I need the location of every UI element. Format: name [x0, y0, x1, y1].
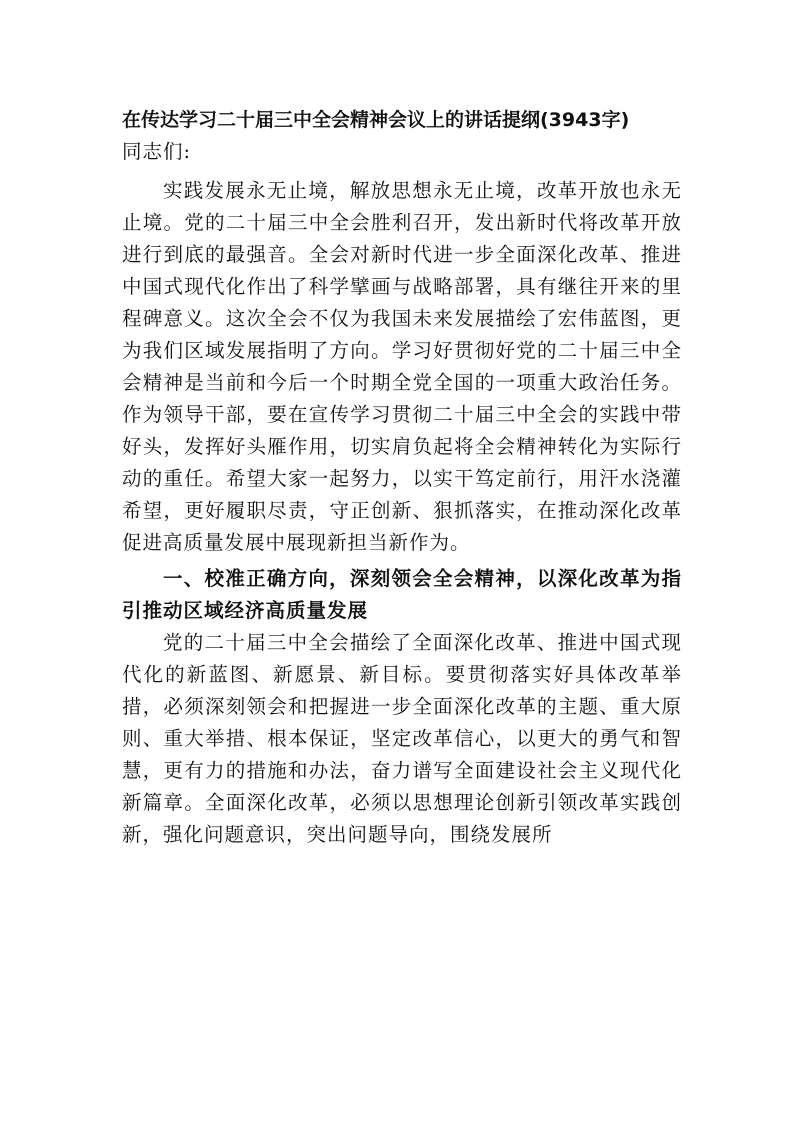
document-title: 在传达学习二十届三中全会精神会议上的讲话提纲(3943字): [122, 109, 630, 131]
section-paragraph: 党的二十届三中全会描绘了全面深化改革、推进中国式现代化的新蓝图、新愿景、新目标。要贯彻落实好具体改革举措，必须深刻领会和把握进一步全面深化改革的主题、重大原则、重大举措、根本保证，坚定改革信心，以更大的勇气和智慧，更有力的措施和办法，奋力谱写全面建设社会主义现代化新篇章。全面深化改革，必须以思想理论创新引领改革实践创新，强化问题意识，突出问题导向，围绕发展所: [122, 631, 682, 846]
section-heading: 一、校准正确方向，深刻领会全会精神，以深化改革为指引推动区域经济高质量发展: [122, 567, 682, 622]
greeting: 同志们:: [122, 140, 192, 163]
document-page: [122, 104, 682, 851]
intro-paragraph: 实践发展永无止境，解放思想永无止境，改革开放也永无止境。党的二十届三中全会胜利召开，发出新时代将改革开放进行到底的最强音。全会对新时代进一步全面深化改革、推进中国式现代化作出了科学擘画与战略部署，具有继往开来的里程碑意义。这次全会不仅为我国未来发展描绘了宏伟蓝图，更为我们区域发展指明了方向。学习好贯彻好党的二十届三中全会精神是当前和今后一个时期全党全国的一项重大政治任务。作为领导干部，要在宣传学习贯彻二十届三中全会的实践中带好头，发挥好头雁作用，切实肩负起将全会精神转化为实际行动的重任。希望大家一起努力，以实干笃定前行，用汗水浇灌希望，更好履职尽责，守正创新、狠抓落实，在推动深化改革促进高质量发展中展现新担当新作为。: [122, 179, 682, 554]
